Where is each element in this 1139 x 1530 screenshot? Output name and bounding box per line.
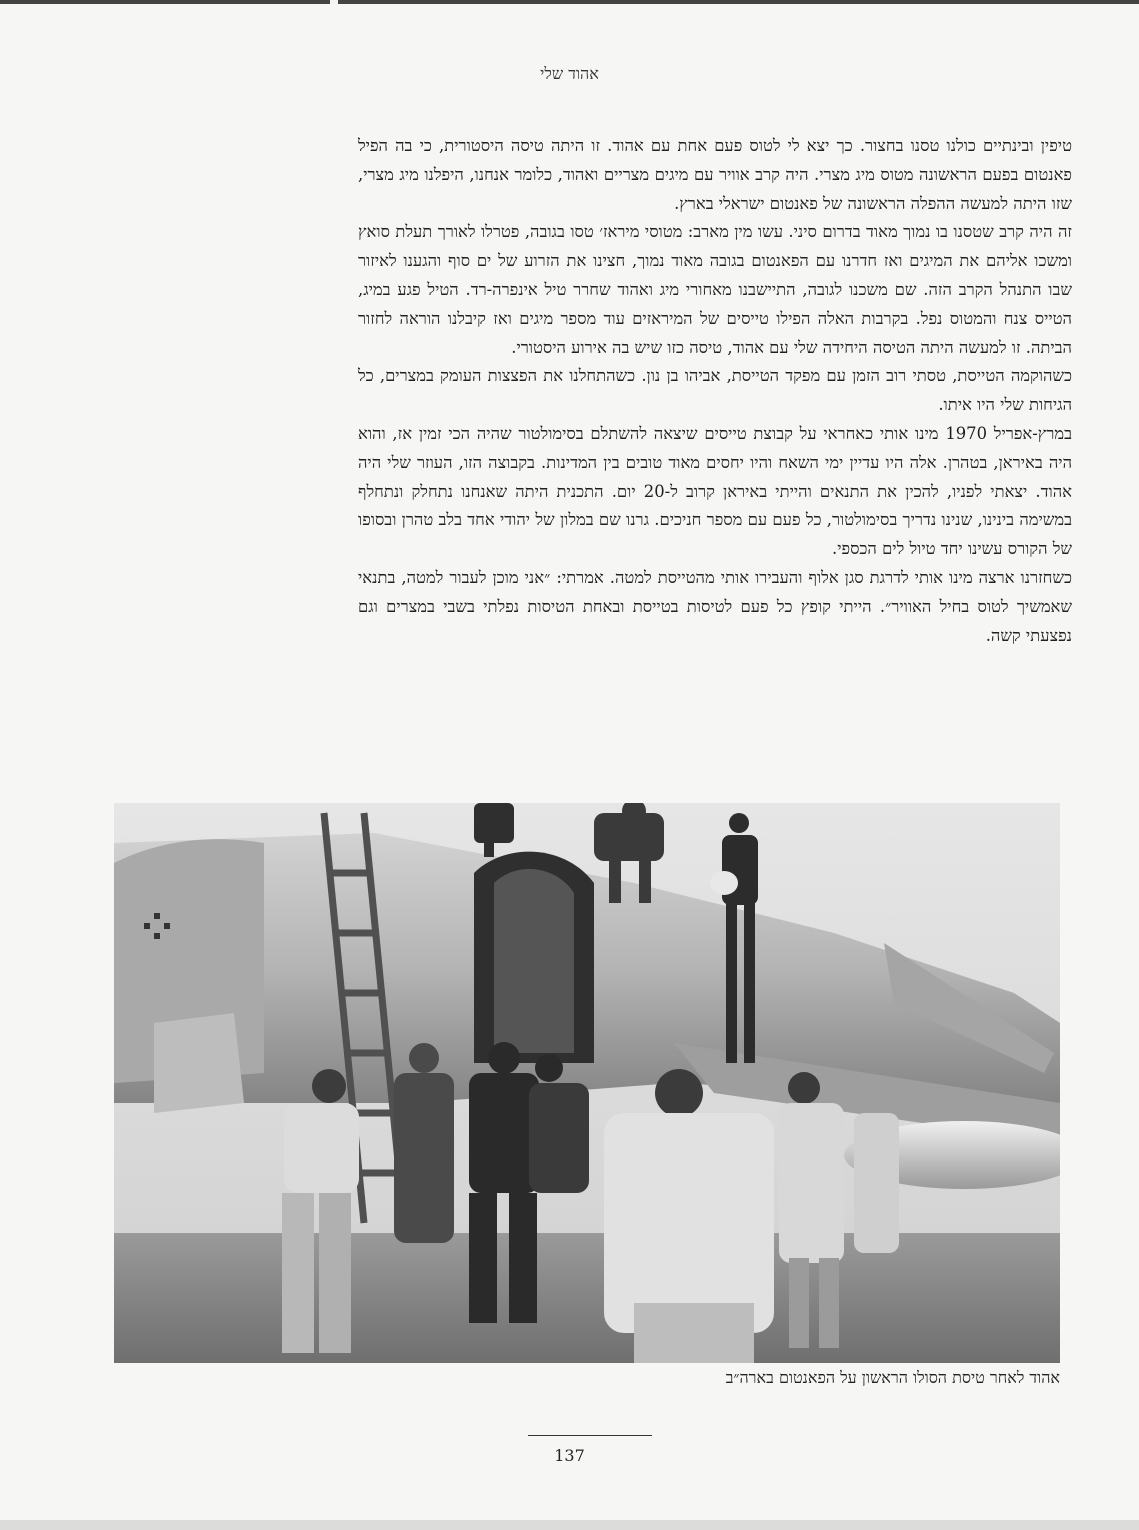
running-header: אהוד שלי — [540, 64, 599, 83]
scan-bottom-edge — [0, 1520, 1139, 1530]
paragraph-1: טיפין ובינתיים כולנו טסנו בחצור. כך יצא לי לטוס פעם אחת עם אהוד. זו היתה טיסה היסטורית, כי בה הפיל פאנטום בפעם הראשונה מטוס מיג מצרי. היה קרב אוויר עם מיגים מצריים ואהוד, כלומר אנחנו, היפלנו מיג מצרי, שזו היתה למעשה ההפלה הראשונה של פאנטום ישראלי בארץ. — [358, 136, 1072, 213]
photo-caption: אהוד לאחר טיסת הסולו הראשון על הפאנטום בארה״ב — [725, 1368, 1060, 1387]
footer-rule — [528, 1435, 652, 1436]
paragraph-4: במרץ-אפריל 1970 מינו אותי כאחראי על קבוצת טייסים שיצאה להשתלם בסימולטור שהיה הכי זמין אז, והוא היה באיראן, בטהרן. אלה היו עדיין ימי השאח והיו יחסים מאוד טובים בין המדינות. בקבוצה הזו, העוזר שלי היה אהוד. יצאתי לפניו, להכין את התנאים והייתי באיראן קרוב ל-20 יום. התכנית היתה שאנחנו נתחלק ונתחלף במשימה בינינו, שנינו נדריך בסימולטור, כל פעם עם מספר חניכים. גרנו שם במלון של יהודי אחד בלב טהרן ובסופו של הקורס עשינו יחד טיול לים הכספי. — [358, 423, 1072, 559]
body-text — [358, 132, 1072, 650]
page-number: 137 — [554, 1446, 585, 1465]
photograph-jet-crew — [114, 803, 1060, 1363]
paragraph-3: כשהוקמה הטייסת, טסתי רוב הזמן עם מפקד הטייסת, אביהו בן נון. כשהתחלנו את הפצצות העומק במצרים, כל הגיחות שלי היו איתו. — [358, 366, 1072, 415]
paragraph-5: כשחזרנו ארצה מינו אותי לדרגת סגן אלוף והעבירו אותי מהטייסת למטה. אמרתי: ״אני מוכן לעבור למטה, בתנאי שאמשיך לטוס בחיל האוויר״. הייתי קופץ כל פעם לטיסות בטייסת ובאחת הטיסות נפלתי בשבי במצרים וגם נפצעתי קשה. — [358, 567, 1072, 645]
paragraph-2: זה היה קרב שטסנו בו נמוך מאוד בדרום סיני. עשו מין מארב: מטוסי מיראז׳ טסו בגובה, פטרלו לאורך תעלת סואץ ומשכו אליהם את המיגים ואז חדרנו עם הפאנטום בגובה מאוד נמוך, חצינו את הזרוע של ים סוף והגענו לאיזור שבו התנהל הקרב הזה. שם משכנו לגובה, התיישבנו מאחורי מיג ואהוד שחרר טיל אינפרה-רד. הטיל פגע במיג, הטייס צנח והמטוס נפל. בקרבות האלה הפילו טייסים של המיראזים עוד מספר מיגים ואז קיבלנו הוראה לחזור הביתה. זו למעשה היתה הטיסה היחידה שלי עם אהוד, טיסה כזו שיש בה אירוע היסטורי. — [358, 222, 1072, 357]
photo-illustration — [114, 803, 1060, 1363]
